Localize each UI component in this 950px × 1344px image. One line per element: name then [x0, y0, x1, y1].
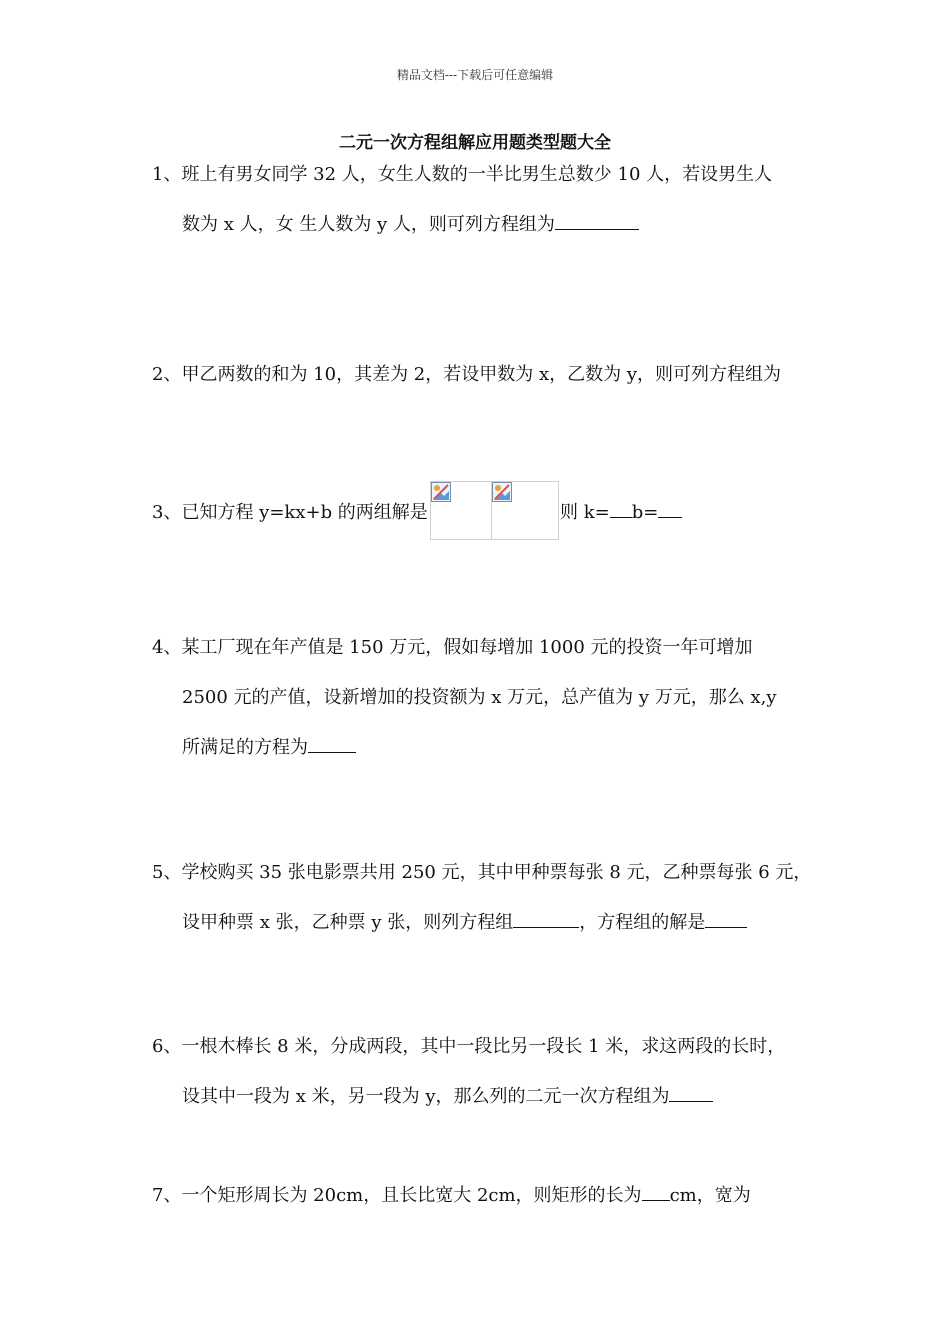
- b-label: b=: [631, 502, 659, 523]
- question-1-line-2: [182, 213, 639, 237]
- question-3-prefix: 3、已知方程 y=kx+b 的两组解是: [152, 502, 428, 523]
- equation-image-1: [430, 481, 498, 540]
- question-7-text-b: cm，宽为: [669, 1185, 751, 1206]
- question-5-text-b: ，方程组的解是: [579, 912, 706, 933]
- question-4-text: 所满足的方程为: [182, 737, 308, 758]
- question-5-line-2: [182, 911, 747, 935]
- question-4-line-2: 2500 元的产值，设新增加的投资额为 x 万元，总产值为 y 万元，那么 x,y: [182, 687, 777, 708]
- document-title: 二元一次方程组解应用题类型题大全: [339, 133, 611, 153]
- question-4-line-3: [182, 736, 356, 760]
- answer-blank: [669, 1085, 713, 1102]
- k-label: 则 k=: [560, 502, 610, 523]
- answer-blank: [610, 501, 632, 518]
- answer-blank: [658, 501, 682, 518]
- question-6-line-2: [182, 1085, 713, 1109]
- question-3-suffix: [560, 501, 682, 525]
- question-7-line-1: [152, 1184, 751, 1208]
- answer-blank: [555, 213, 639, 230]
- broken-image-icon: [431, 482, 451, 502]
- question-7-text-a: 7、一个矩形周长为 20cm，且长比宽大 2cm，则矩形的长为: [152, 1185, 642, 1206]
- answer-blank: [513, 911, 579, 928]
- answer-blank: [308, 736, 356, 753]
- question-1-text: 数为 x 人，女 生人数为 y 人，则可列方程组为: [182, 214, 555, 235]
- question-2-line-1: 2、甲乙两数的和为 10，其差为 2，若设甲数为 x，乙数为 y，则可列方程组为: [152, 364, 782, 385]
- answer-blank: [705, 911, 747, 928]
- question-6-line-1: 6、一根木棒长 8 米，分成两段，其中一段比另一段长 1 米，求这两段的长时，: [152, 1036, 786, 1057]
- broken-image-icon: [492, 482, 512, 502]
- question-5-line-1: 5、学校购买 35 张电影票共用 250 元，其中甲种票每张 8 元，乙种票每张 6 元，: [152, 862, 812, 883]
- question-5-text-a: 设甲种票 x 张，乙种票 y 张，则列方程组: [182, 912, 514, 933]
- answer-blank: [642, 1184, 670, 1201]
- question-6-text: 设其中一段为 x 米，另一段为 y，那么列的二元一次方程组为: [182, 1086, 670, 1107]
- page-header: 精品文档---下载后可任意编辑: [396, 68, 554, 82]
- equation-image-2: [491, 481, 559, 540]
- question-1-line-1: 1、班上有男女同学 32 人，女生人数的一半比男生总数少 10 人，若设男生人: [152, 164, 773, 185]
- question-4-line-1: 4、某工厂现在年产值是 150 万元，假如每增加 1000 元的投资一年可增加: [152, 637, 753, 658]
